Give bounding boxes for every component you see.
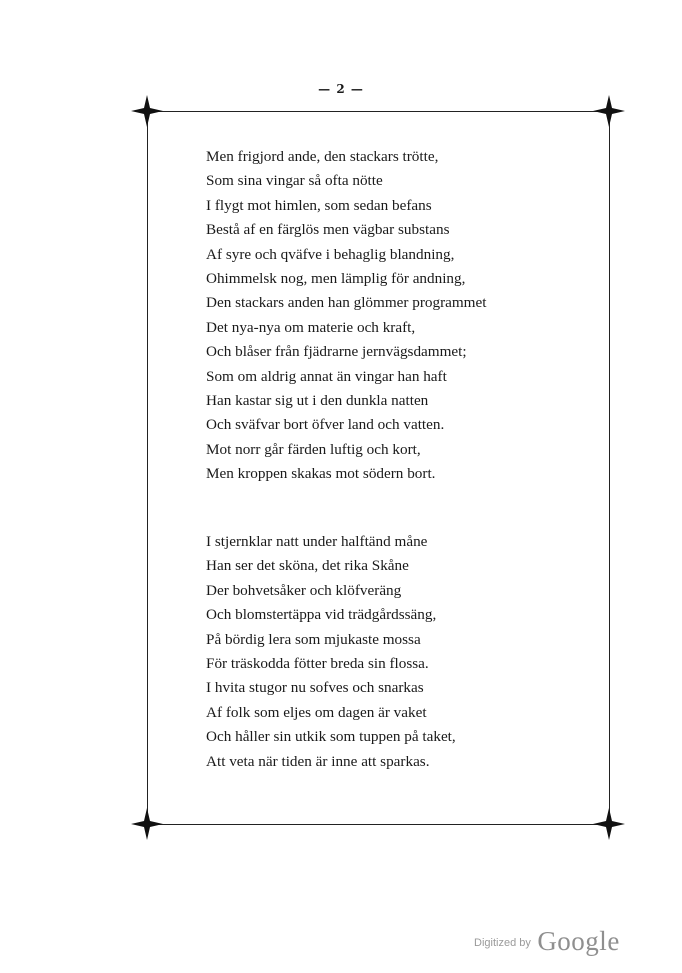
poem-line: Han ser det sköna, det rika Skåne [206,557,409,575]
poem-line: Mot norr går färden luftig och kort, [206,440,421,458]
frame-left-border [147,113,148,823]
poem-line: Der bohvetsåker och klöfveräng [206,581,402,599]
poem-line: Af syre och qväfve i behaglig blandning, [206,245,455,263]
poem-line: Men frigjord ande, den stackars trötte, [206,148,439,165]
poem-line: Och blomstertäppa vid trädgårdssäng, [206,606,437,624]
frame-top-border [148,111,610,112]
poem-line: För träskodda fötter breda sin flossa. [206,655,429,673]
frame-right-border [609,113,610,823]
poem-line: Ohimmelsk nog, men lämplig för andning, [206,270,466,288]
page-number: — 2 — [318,82,364,96]
poem-line: Det nya-nya om materie och kraft, [206,318,416,336]
poem-line: Den stackars anden han glömmer programmet [206,294,487,312]
poem-stanza [206,530,456,774]
poem-stanza [206,145,486,487]
poem-line: Som sina vingar så ofta nötte [206,172,383,190]
poem-line: Och blåser från fjädrarne jernvägsdammet; [206,343,467,361]
corner-ornament-icon [127,804,167,844]
poem-line: Och sväfvar bort öfver land och vatten. [206,416,445,434]
poem-line: Och håller sin utkik som tuppen på taket, [206,728,456,746]
poem-line: I hvita stugor nu sofves och snarkas [206,679,424,697]
poem-line: Men kroppen skakas mot södern bort. [206,465,436,483]
poem-line: Af folk som eljes om dagen är vaket [206,703,427,721]
poem-line: Han kastar sig ut i den dunkla natten [206,392,429,410]
poem-line: Att veta när tiden är inne att sparkas. [206,752,430,770]
poem-line: På bördig lera som mjukaste mossa [206,630,421,648]
poem-line: I stjernklar natt under halftänd måne [206,533,428,550]
corner-ornament-icon [127,91,167,131]
poem-line: Bestå af en färglös men vägbar substans [206,221,450,239]
corner-ornament-icon [589,804,629,844]
poem-line: I flygt mot himlen, som sedan befans [206,196,432,214]
google-logo: Google [537,926,620,956]
corner-ornament-icon [589,91,629,131]
poem-line: Som om aldrig annat än vingar han haft [206,367,447,385]
frame-bottom-border [148,824,610,825]
watermark-prefix: Digitized by [474,937,531,949]
digitized-by-watermark [474,926,620,957]
